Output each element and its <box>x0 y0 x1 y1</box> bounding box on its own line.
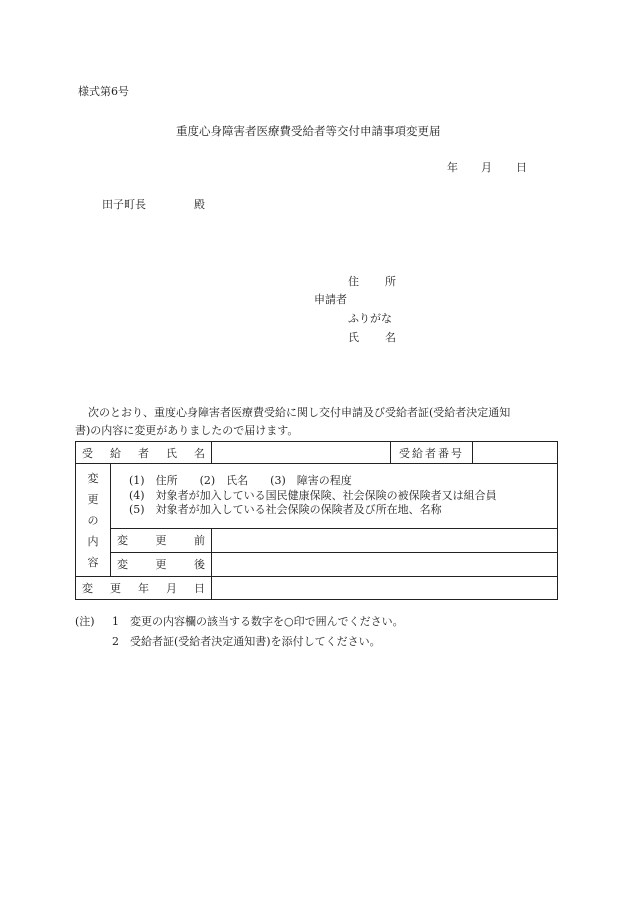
date-day-label: 日 <box>516 161 527 174</box>
applicant-furigana-label: ふりがな <box>348 312 392 325</box>
before-change-label: 変 更 前 <box>111 528 212 552</box>
applicant-name-label: 氏 名 <box>348 331 396 344</box>
change-option-5: (5) 対象者が加入している社会保険の保険者及び所在地、名称 <box>129 503 442 517</box>
after-change-field[interactable] <box>212 552 558 576</box>
applicant-label: 申請者 <box>314 293 347 306</box>
after-change-label: 変 更 後 <box>111 552 212 576</box>
change-content-label: 変 更 の 内 容 <box>76 464 111 577</box>
page-title: 重度心身障害者医療費受給者等交付申請事項変更届 <box>176 124 441 138</box>
note-2-text: 受給者証(受給者決定通知書)を添付してください。 <box>130 635 381 648</box>
change-option-1-3: (1) 住所 (2) 氏名 (3) 障害の程度 <box>129 474 352 488</box>
addressee-honorific: 殿 <box>194 198 205 211</box>
before-change-field[interactable] <box>212 528 558 552</box>
addressee-name: 田子町長 <box>102 198 146 211</box>
table-row <box>76 464 558 529</box>
applicant-address-label: 住 所 <box>348 275 396 288</box>
recipient-number-field[interactable] <box>473 442 558 464</box>
change-form-table <box>75 441 558 600</box>
table-row <box>76 552 558 576</box>
note-2-number: 2 <box>112 635 119 648</box>
date-year-label: 年 <box>447 161 458 174</box>
body-text-line-1: 次のとおり、重度心身障害者医療費受給に関し交付申請及び受給者証(受給者決定通知 <box>88 406 511 419</box>
table-row <box>76 528 558 552</box>
change-date-label: 変 更 年 月 日 <box>76 577 212 600</box>
change-options-cell[interactable] <box>111 464 558 529</box>
note-1-text: 変更の内容欄の該当する数字を○印で囲んでください。 <box>130 615 404 628</box>
recipient-name-label: 受 給 者 氏 名 <box>76 442 212 464</box>
recipient-name-field[interactable] <box>212 442 391 464</box>
table-row <box>76 442 558 464</box>
recipient-number-label: 受給者番号 <box>391 442 473 464</box>
change-option-4: (4) 対象者が加入している国民健康保険、社会保険の被保険者又は組合員 <box>129 488 497 502</box>
form-number: 様式第6号 <box>78 85 129 98</box>
notes-label: (注) <box>75 615 95 628</box>
change-date-field[interactable] <box>212 577 558 600</box>
date-month-label: 月 <box>481 161 492 174</box>
body-text-line-2: 書)の内容に変更がありましたので届けます。 <box>75 424 299 437</box>
note-1-number: 1 <box>112 615 119 628</box>
table-row <box>76 577 558 600</box>
